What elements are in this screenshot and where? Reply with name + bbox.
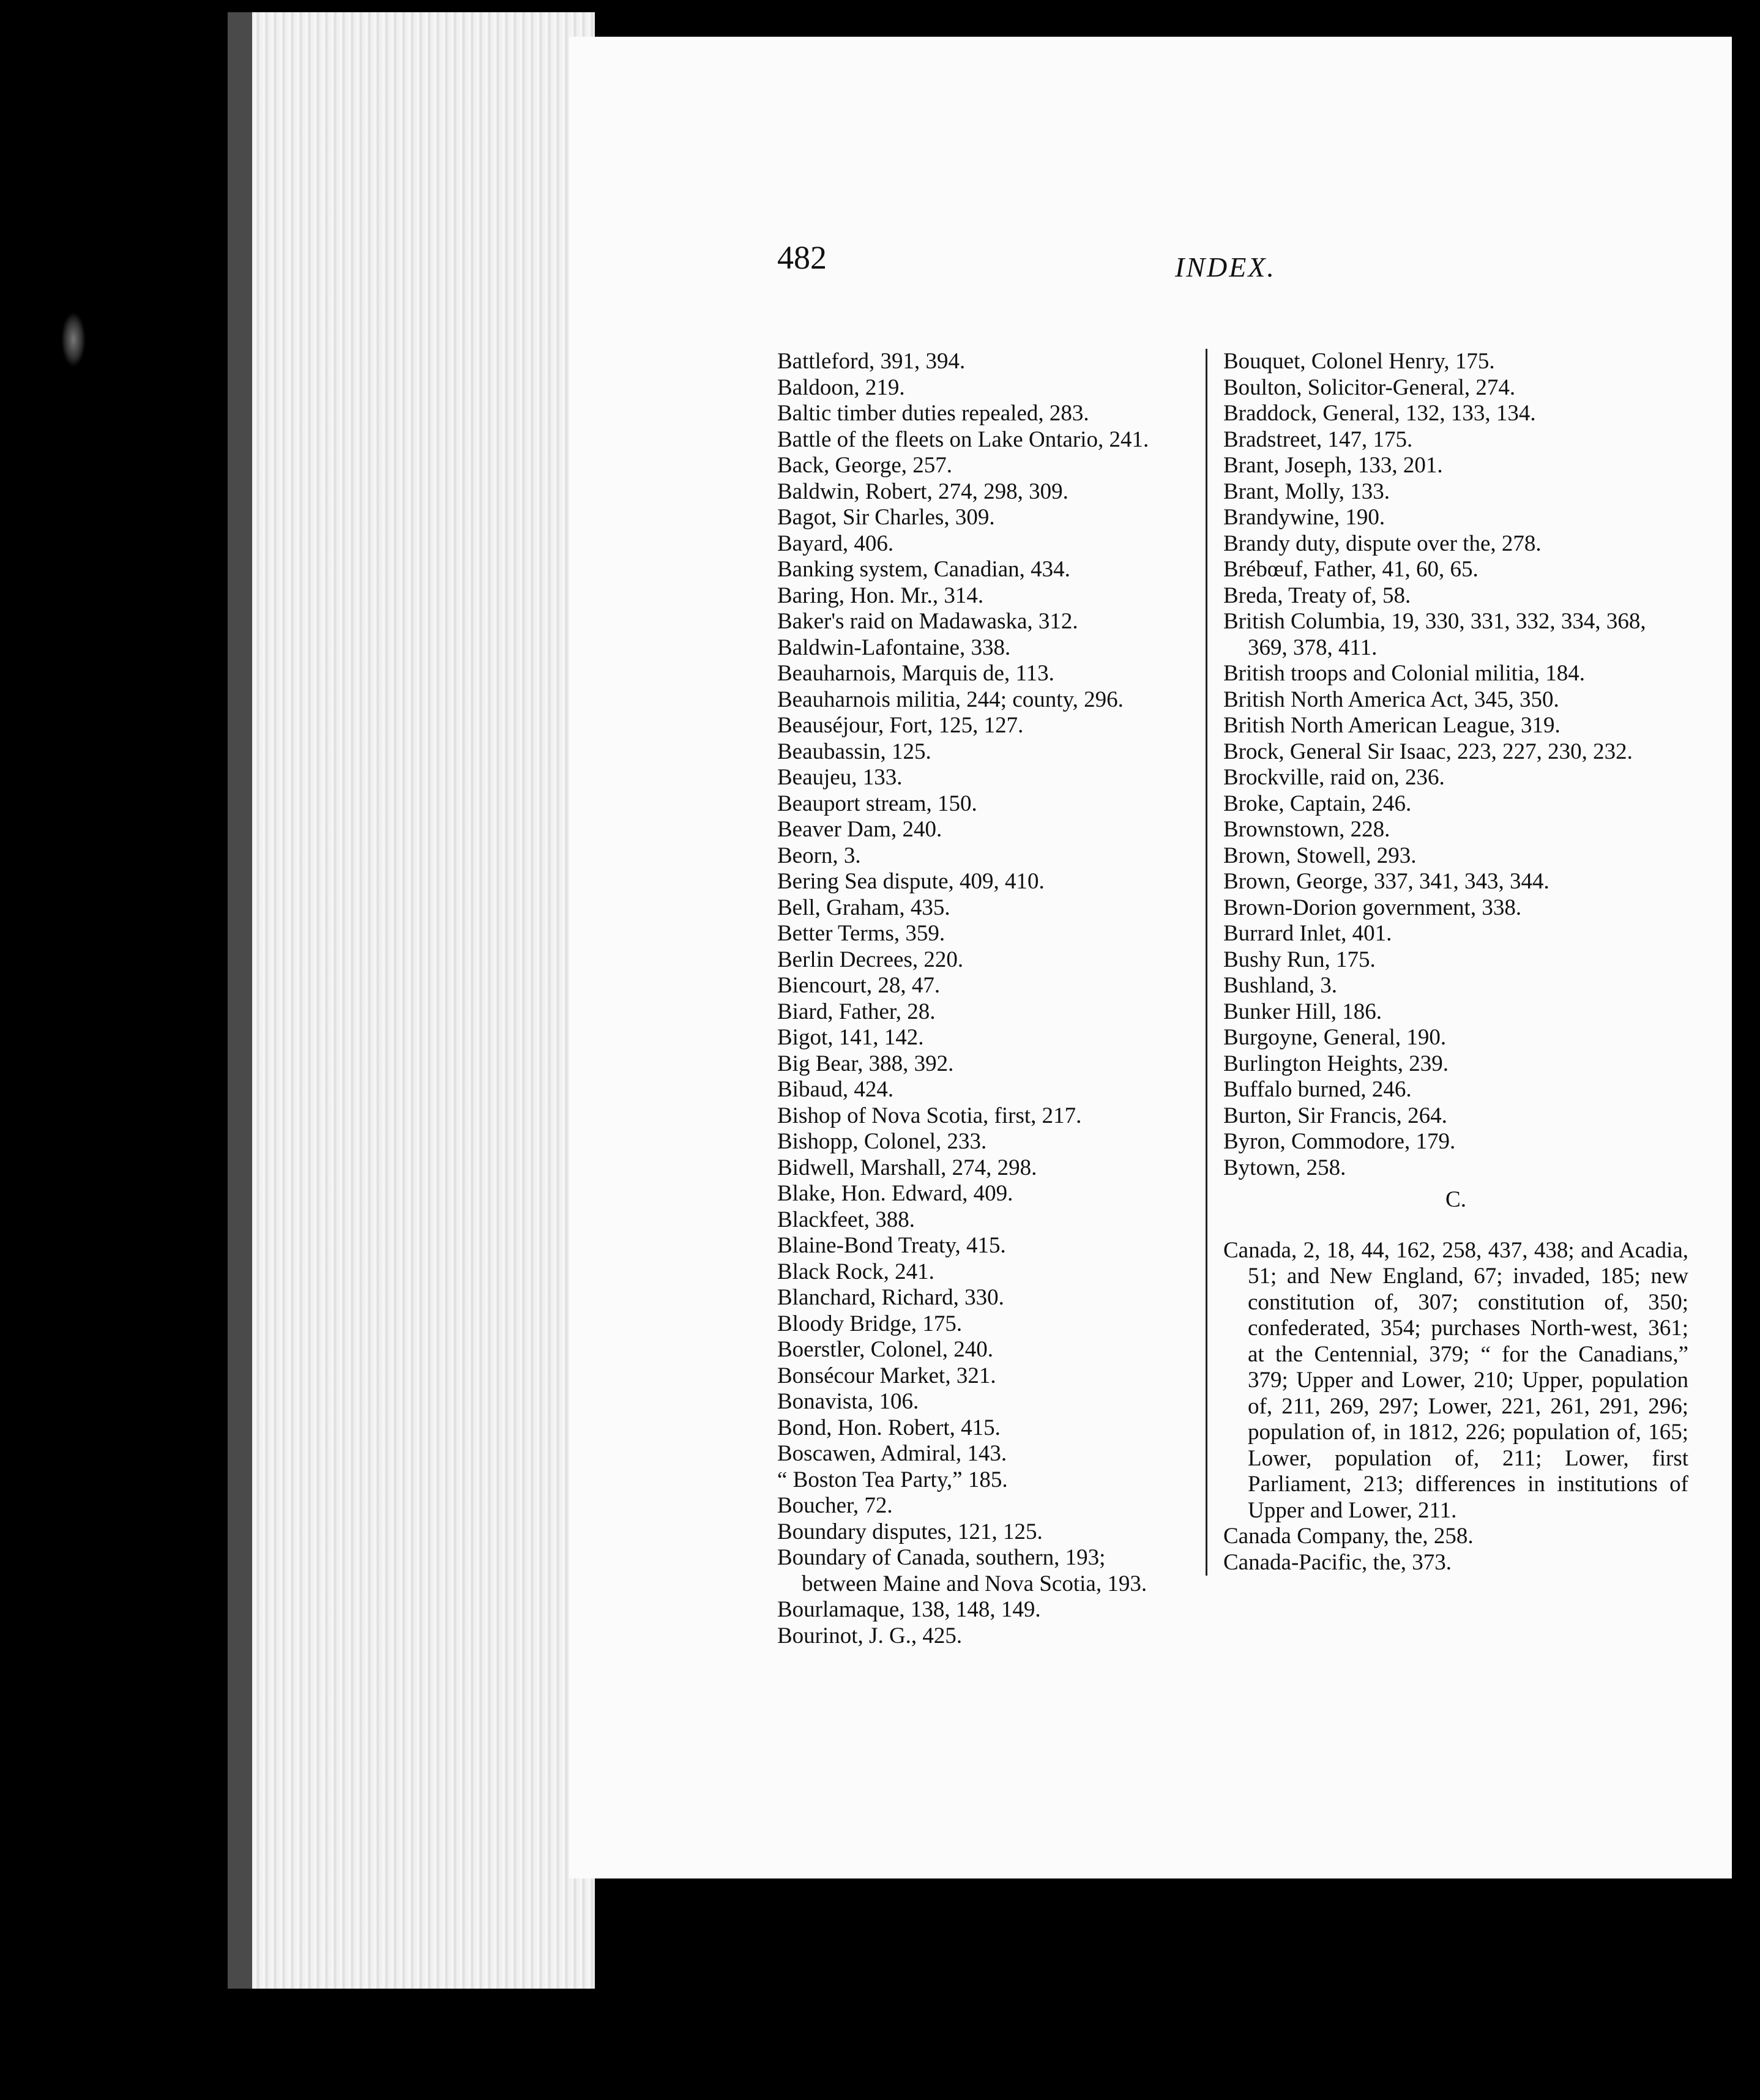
- index-entry: Bayard, 406.: [777, 531, 894, 556]
- index-entry: Boulton, Solicitor-General, 274.: [1223, 374, 1516, 400]
- index-entry: Brandywine, 190.: [1223, 505, 1385, 530]
- index-entry: Bishop of Nova Scotia, first, 217.: [777, 1103, 1082, 1128]
- index-entry: British North America Act, 345, 350.: [1223, 687, 1559, 712]
- index-entry: Berlin Decrees, 220.: [777, 947, 964, 972]
- index-entry: Better Terms, 359.: [777, 921, 945, 946]
- index-entry: Bushy Run, 175.: [1223, 947, 1376, 972]
- index-entry: Braddock, General, 132, 133, 134.: [1223, 401, 1536, 426]
- index-entry: Bourinot, J. G., 425.: [777, 1623, 963, 1648]
- ink-blot: [61, 312, 86, 367]
- index-entry: “ Boston Tea Party,” 185.: [777, 1467, 1008, 1492]
- index-entry: Bibaud, 424.: [777, 1077, 894, 1102]
- index-entry: Brandy duty, dispute over the, 278.: [1223, 531, 1542, 556]
- index-entry: Brown-Dorion government, 338.: [1223, 895, 1522, 920]
- index-entry: Baldoon, 219.: [777, 374, 905, 400]
- index-entry: Brown, George, 337, 341, 343, 344.: [1223, 869, 1549, 894]
- index-entry: Brant, Joseph, 133, 201.: [1223, 453, 1443, 478]
- index-entry: British North American League, 319.: [1223, 713, 1561, 738]
- index-entry: Byron, Commodore, 179.: [1223, 1129, 1456, 1154]
- index-page: [569, 37, 1732, 1878]
- index-entry: Baltic timber duties repealed, 283.: [777, 401, 1089, 426]
- index-entry: Bering Sea dispute, 409, 410.: [777, 869, 1045, 894]
- index-entry: Baring, Hon. Mr., 314.: [777, 583, 984, 608]
- index-entry: Battleford, 391, 394.: [777, 349, 966, 374]
- index-entry: Blanchard, Richard, 330.: [777, 1285, 1004, 1310]
- index-entry: Battle of the fleets on Lake Ontario, 241.: [777, 426, 1149, 452]
- index-entry: Bond, Hon. Robert, 415.: [777, 1415, 1001, 1440]
- index-entry: Canada Company, the, 258.: [1223, 1524, 1474, 1549]
- index-entry: Burrard Inlet, 401.: [1223, 921, 1392, 946]
- index-entry: Brébœuf, Father, 41, 60, 65.: [1223, 557, 1478, 582]
- index-entry: Bradstreet, 147, 175.: [1223, 426, 1413, 452]
- index-entry: Bouquet, Colonel Henry, 175.: [1223, 349, 1495, 374]
- index-entry: Breda, Treaty of, 58.: [1223, 583, 1411, 608]
- index-entry: Bigot, 141, 142.: [777, 1025, 924, 1050]
- index-entry: Brown, Stowell, 293.: [1223, 843, 1417, 868]
- section-letter: C.: [1445, 1187, 1466, 1212]
- index-entry: Bytown, 258.: [1223, 1155, 1346, 1180]
- index-entry: Bell, Graham, 435.: [777, 895, 950, 920]
- index-entry: Back, George, 257.: [777, 453, 952, 478]
- index-entry: Brockville, raid on, 236.: [1223, 765, 1445, 790]
- index-entry: Blackfeet, 388.: [777, 1207, 915, 1232]
- running-title: INDEX.: [1175, 251, 1276, 283]
- page-edges: [228, 12, 595, 1989]
- index-entry: Blaine-Bond Treaty, 415.: [777, 1233, 1006, 1258]
- index-entry: Canada-Pacific, the, 373.: [1223, 1549, 1452, 1575]
- index-entry: Beauharnois militia, 244; county, 296.: [777, 687, 1124, 712]
- page-number: 482: [777, 239, 827, 276]
- index-entry: Big Bear, 388, 392.: [777, 1051, 954, 1076]
- index-entry-canada: Canada, 2, 18, 44, 162, 258, 437, 438; and Acadia, 51; and New England, 67; invaded, 185; new constitution of, 307; constitution of, 350; confederated, 354; purchases North-west, 361; at the Centennial, 379; “ for the Canadians,” 379; Upper and Lower, 210; Upper, population of, 211, 269, 297; Lower, 221, 261, 291, 296; population of, in 1812, 226; population of, 165; Lower, population of, 211; Lower, first Parliament, 213; differences in institutions of Upper and Lower, 211.: [1223, 1237, 1688, 1523]
- index-entry: Baldwin, Robert, 274, 298, 309.: [777, 478, 1068, 504]
- index-entry: Bunker Hill, 186.: [1223, 999, 1382, 1024]
- index-entry: Beaubassin, 125.: [777, 739, 931, 764]
- index-entry: Blake, Hon. Edward, 409.: [777, 1181, 1013, 1206]
- index-entry: Biard, Father, 28.: [777, 999, 936, 1024]
- index-entry: Biencourt, 28, 47.: [777, 973, 941, 998]
- index-entry: Beauport stream, 150.: [777, 791, 977, 816]
- index-entry: Burlington Heights, 239.: [1223, 1051, 1449, 1076]
- index-entry: Boundary of Canada, southern, 193; between Maine and Nova Scotia, 193.: [777, 1545, 1147, 1596]
- index-entry: Boundary disputes, 121, 125.: [777, 1519, 1043, 1544]
- index-entry: Baldwin-Lafontaine, 338.: [777, 635, 1011, 660]
- index-column-left: [777, 349, 1181, 1649]
- index-entry: Brownstown, 228.: [1223, 817, 1390, 842]
- index-entry: Beauharnois, Marquis de, 113.: [777, 661, 1054, 686]
- index-entry: Broke, Captain, 246.: [1223, 791, 1412, 816]
- index-entry: Boerstler, Colonel, 240.: [777, 1337, 994, 1362]
- index-entry: Burton, Sir Francis, 264.: [1223, 1103, 1447, 1128]
- index-entry: Bloody Bridge, 175.: [777, 1311, 963, 1336]
- index-entry: Brant, Molly, 133.: [1223, 478, 1390, 504]
- index-entry: British troops and Colonial militia, 184.: [1223, 661, 1585, 686]
- index-entry: Beaujeu, 133.: [777, 765, 903, 790]
- index-entry: Beorn, 3.: [777, 843, 861, 868]
- index-entry: Beaver Dam, 240.: [777, 817, 942, 842]
- index-entry: British Columbia, 19, 330, 331, 332, 334, 368, 369, 378, 411.: [1223, 609, 1646, 660]
- index-entry: Brock, General Sir Isaac, 223, 227, 230, 232.: [1223, 739, 1633, 764]
- index-entry: Burgoyne, General, 190.: [1223, 1025, 1447, 1050]
- index-entry: Banking system, Canadian, 434.: [777, 557, 1070, 582]
- index-entry: Bishopp, Colonel, 233.: [777, 1129, 987, 1154]
- index-entry: Bonsécour Market, 321.: [777, 1363, 996, 1388]
- index-entry: Bushland, 3.: [1223, 973, 1338, 998]
- index-entry: Bourlamaque, 138, 148, 149.: [777, 1597, 1041, 1622]
- index-entry: Bonavista, 106.: [777, 1389, 919, 1414]
- index-entry: Boucher, 72.: [777, 1493, 893, 1518]
- index-entry: Baker's raid on Madawaska, 312.: [777, 609, 1078, 634]
- index-entry: Bidwell, Marshall, 274, 298.: [777, 1155, 1037, 1180]
- index-column-right: [1206, 349, 1688, 1576]
- index-entry: Beauséjour, Fort, 125, 127.: [777, 713, 1024, 738]
- index-entry: Buffalo burned, 246.: [1223, 1077, 1412, 1102]
- index-entry: Black Rock, 241.: [777, 1259, 934, 1284]
- index-entry: Boscawen, Admiral, 143.: [777, 1441, 1007, 1466]
- index-entry: Bagot, Sir Charles, 309.: [777, 505, 995, 530]
